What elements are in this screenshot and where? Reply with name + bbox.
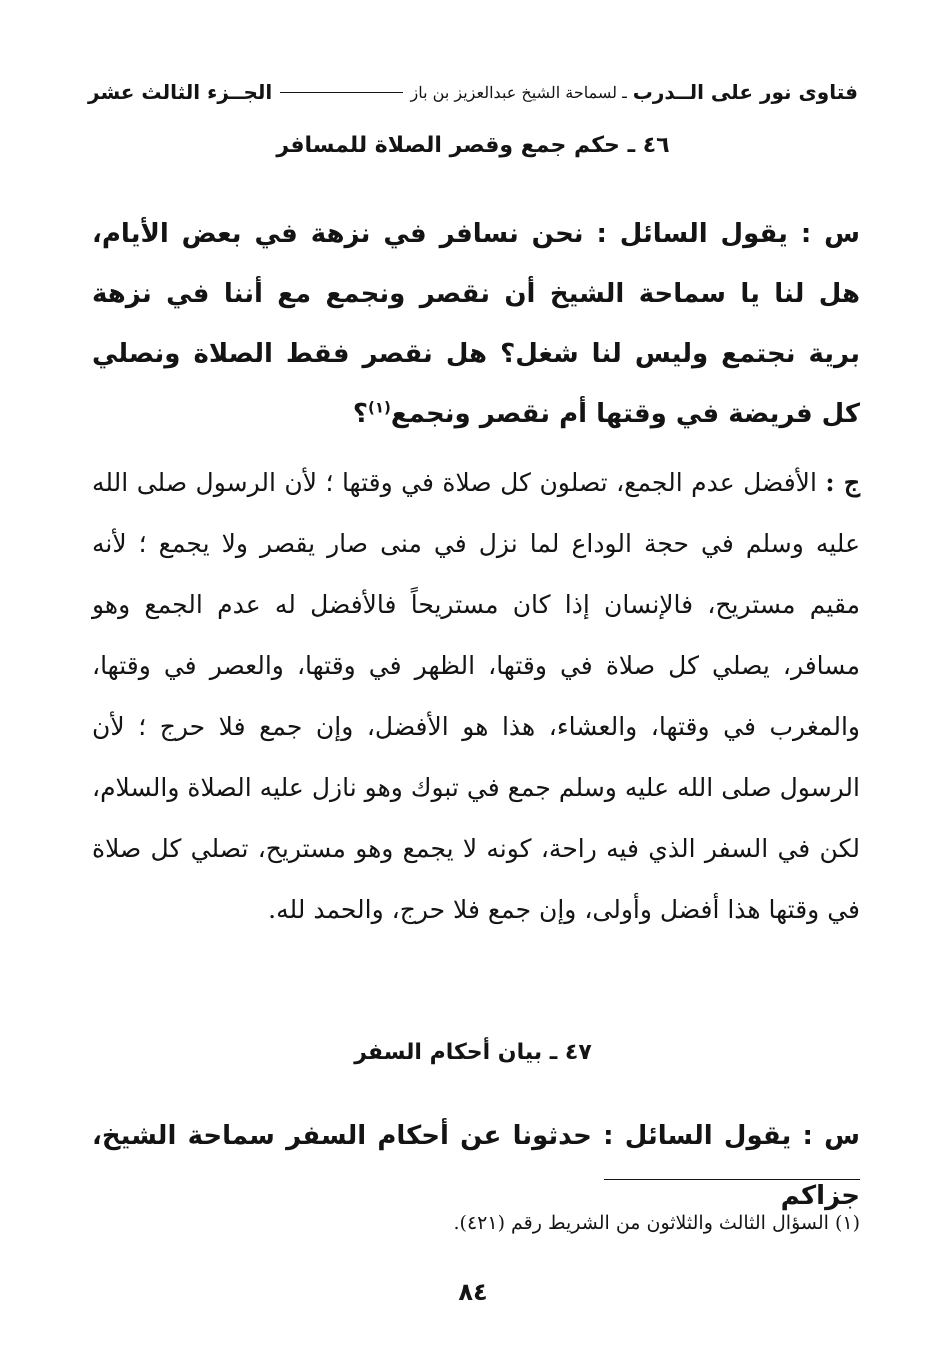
page-number: ٨٤ <box>458 1278 488 1306</box>
footnote: (١) السؤال الثالث والثلاثون من الشريط رقم (٤٢١). <box>453 1212 860 1234</box>
question-marker: س : <box>800 219 861 249</box>
question-47-text: يقول السائل : حدثونا عن أحكام السفر سماحة الشيخ، جزاكم <box>92 1121 860 1211</box>
answer-46 <box>92 452 860 940</box>
question-46-end: ؟ <box>352 399 368 429</box>
question-46-text: يقول السائل : نحن نسافر في نزهة في بعض الأيام، هل لنا يا سماحة الشيخ أن نقصر ونجمع مع أننا في نزهة برية نجتمع وليس لنا شغل؟ هل نقصر فقط الصلاة ونصلي كل فريضة في وقتها أم نقصر ونجمع <box>92 219 860 429</box>
running-header <box>88 74 858 110</box>
series-title: فتاوى نور على الــدرب <box>632 80 858 104</box>
section-46-heading: ٤٦ ـ حكم جمع وقصر الصلاة للمسافر <box>276 133 670 158</box>
author-name: ـ لسماحة الشيخ عبدالعزيز بن باز <box>410 82 627 102</box>
header-rule <box>280 92 402 93</box>
footnote-reference: (١) <box>367 398 391 417</box>
question-marker: س : <box>802 1121 860 1151</box>
footnote-separator <box>604 1179 860 1180</box>
question-46 <box>92 204 860 444</box>
section-47-heading: ٤٧ ـ بيان أحكام السفر <box>354 1040 592 1065</box>
answer-marker: ج : <box>825 468 860 497</box>
answer-46-text: الأفضل عدم الجمع، تصلون كل صلاة في وقتها ؛ لأن الرسول صلى الله عليه وسلم في حجة الوداع لما نزل في منى صار يقصر ولا يجمع ؛ لأنه مقيم مستريح، فالإنسان إذا كان مستريحاً فالأفضل له عدم الجمع وهو مسافر، يصلي كل صلاة في وقتها، الظهر في وقتها، والعصر في وقتها، والمغرب في وقتها، والعشاء، هذا هو الأفضل، وإن جمع فلا حرج ؛ لأن الرسول صلى الله عليه وسلم جمع في تبوك وهو نازل عليه الصلاة والسلام، لكن في السفر الذي فيه راحة، كونه لا يجمع وهو مستريح، تصلي كل صلاة في وقتها هذا أفضل وأولى، وإن جمع فلا حرج، والحمد لله. <box>92 468 860 924</box>
volume-label: الجــزء الثالث عشر <box>88 80 273 104</box>
